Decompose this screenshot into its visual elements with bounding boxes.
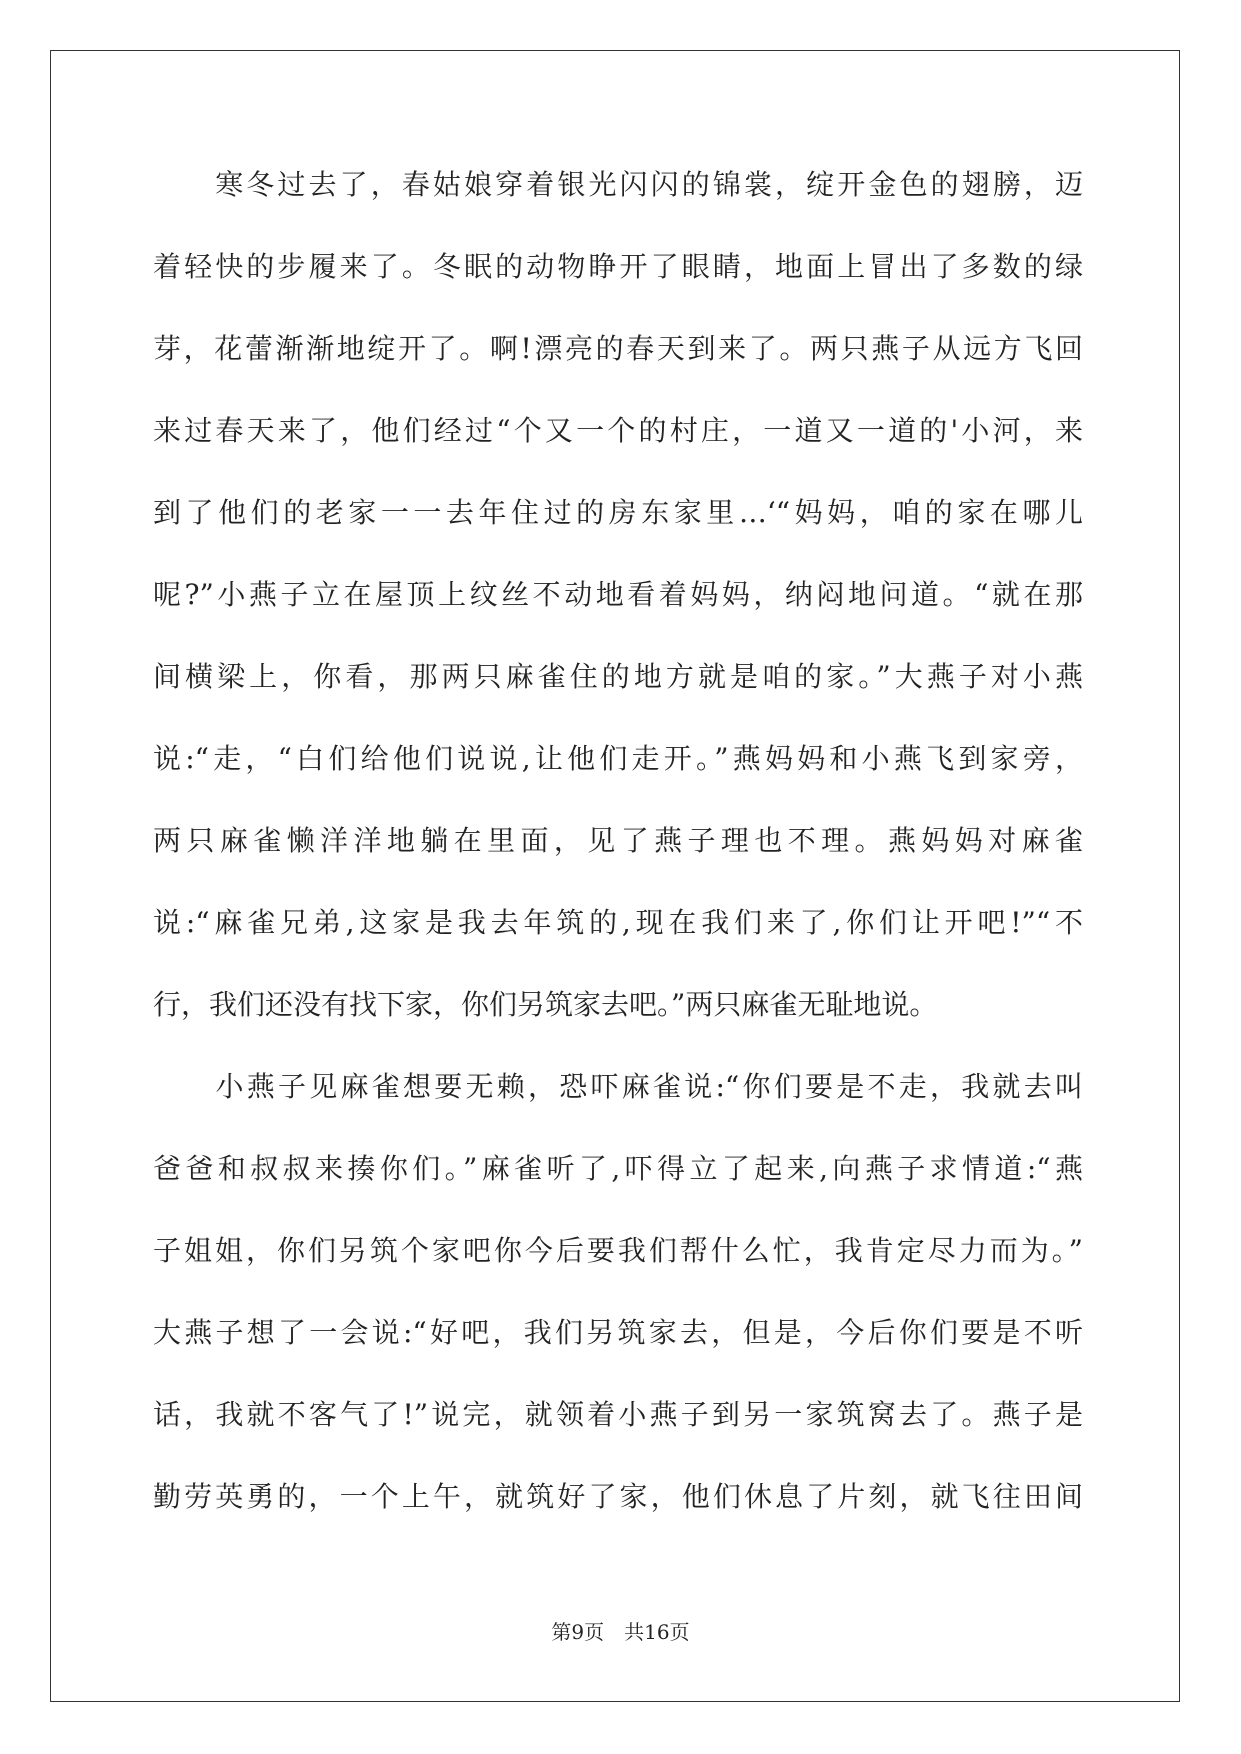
text-line: 说:“麻雀兄弟,这家是我去年筑的,现在我们来了,你们让开吧!”“不: [153, 906, 1083, 939]
text-line: 两只麻雀懒洋洋地躺在里面，见了燕子理也不理。燕妈妈对麻雀: [153, 824, 1083, 857]
text-line: 爸爸和叔叔来揍你们。”麻雀听了,吓得立了起来,向燕子求情道:“燕: [153, 1152, 1083, 1185]
text-line: 到了他们的老家一一去年住过的房东家里…‘“妈妈，咱的家在哪儿: [153, 496, 1083, 529]
text-line: 间横梁上，你看，那两只麻雀住的地方就是咱的家。”大燕子对小燕: [153, 660, 1083, 693]
text-line: 大燕子想了一会说:“好吧，我们另筑家去，但是，今后你们要是不听: [153, 1316, 1083, 1349]
paragraph-1: [153, 160, 1083, 1062]
document-body: [153, 160, 1083, 1554]
text-line: 行，我们还没有找下家，你们另筑家去吧。”两只麻雀无耻地说。: [153, 988, 938, 1021]
text-line: 来过春天来了，他们经过“个又一个的村庄，一道又一道的'小河，来: [153, 414, 1083, 447]
text-line: 寒冬过去了，春姑娘穿着银光闪闪的锦裳，绽开金色的翅膀，迈: [153, 168, 1083, 201]
text-line: 子姐姐，你们另筑个家吧你今后要我们帮什么忙，我肯定尽力而为。”: [153, 1234, 1083, 1267]
text-line: 呢?”小燕子立在屋顶上纹丝不动地看着妈妈，纳闷地问道。“就在那: [153, 578, 1083, 611]
text-line: 说:“走，“白们给他们说说,让他们走开。”燕妈妈和小燕飞到家旁，: [153, 742, 1083, 775]
text-line: 小燕子见麻雀想要无赖，恐吓麻雀说:“你们要是不走，我就去叫: [153, 1070, 1083, 1103]
paragraph-2: [153, 1062, 1083, 1554]
page-number-footer: 第9页 共16页: [551, 1620, 690, 1644]
text-line: 勤劳英勇的，一个上午，就筑好了家，他们休息了片刻，就飞往田间: [153, 1480, 1083, 1513]
text-line: 芽，花蕾渐渐地绽开了。啊!漂亮的春天到来了。两只燕子从远方飞回: [153, 332, 1083, 365]
text-line: 着轻快的步履来了。冬眠的动物睁开了眼睛，地面上冒出了多数的绿: [153, 250, 1083, 283]
text-line: 话，我就不客气了!”说完，就领着小燕子到另一家筑窝去了。燕子是: [153, 1398, 1083, 1431]
